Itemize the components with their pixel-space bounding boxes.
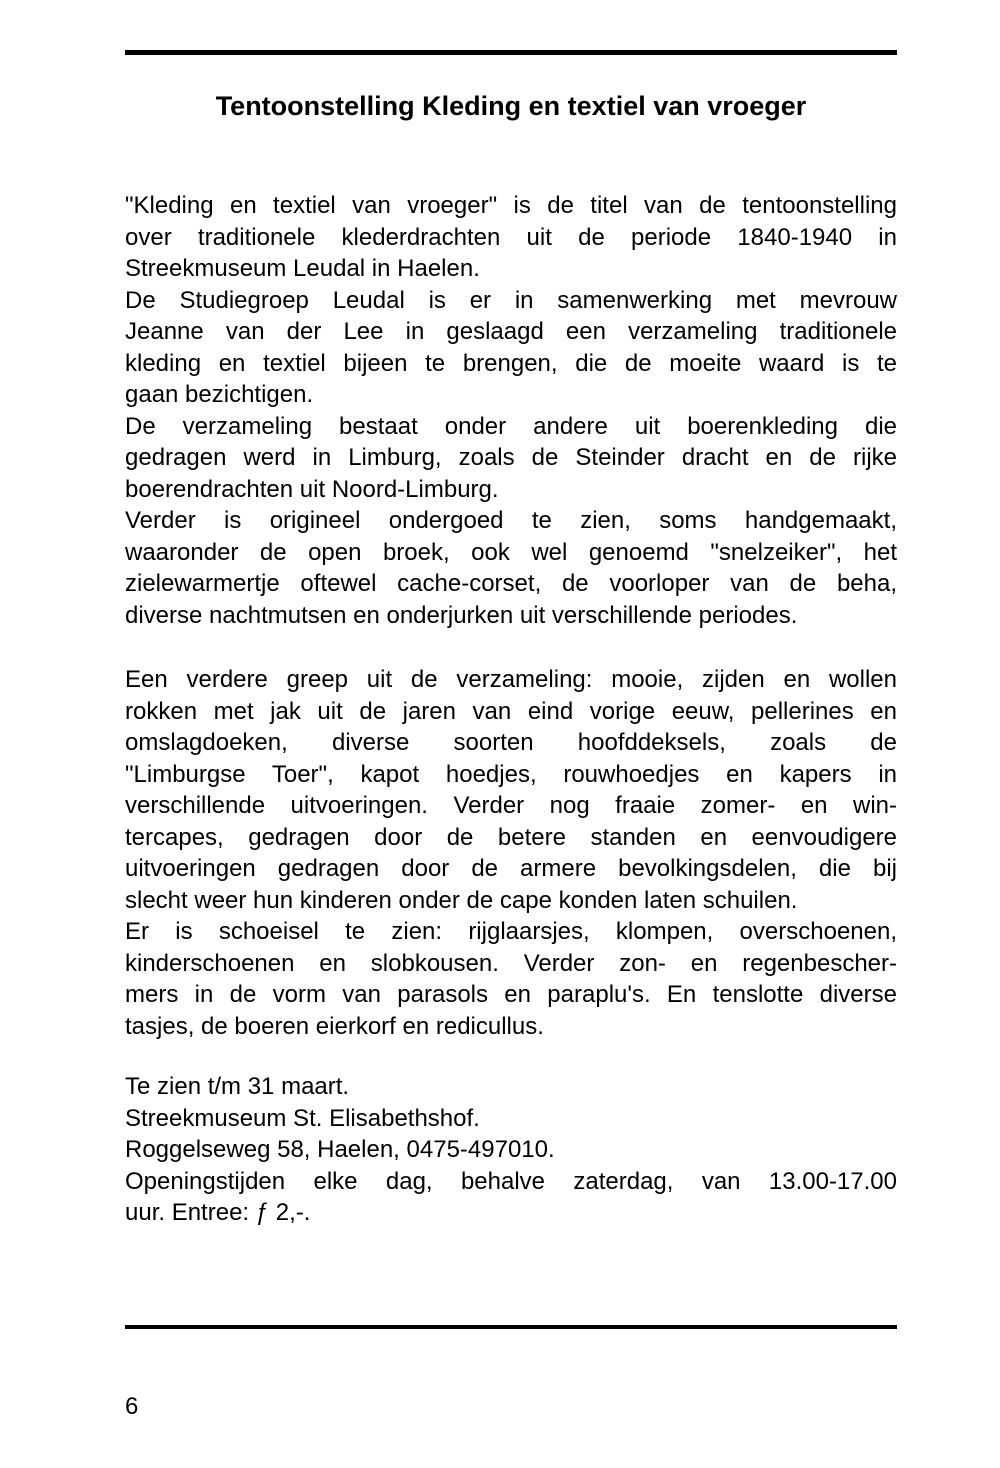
text-line: tasjes, de boeren eierkorf en redicullus. [125, 1012, 544, 1040]
paragraph-collection [125, 664, 897, 1042]
text-line: Streekmuseum St. Elisabethshof. [125, 1104, 480, 1132]
text-line: boerendrachten uit Noord-Limburg. [125, 475, 499, 503]
text-line: Roggelseweg 58, Haelen, 0475-497010. [125, 1136, 555, 1163]
text-line: waaronder de open broek, ook wel genoemd "snelzeiker", het [125, 538, 897, 566]
text-line: gaan bezichtigen. [125, 381, 314, 408]
text-line: verschillende uitvoeringen. Verder nog fraaie zomer- en win- [125, 792, 897, 819]
text-line: tercapes, gedragen door de betere standen en eenvoudigere [125, 823, 897, 851]
bottom-rule [125, 1325, 897, 1329]
text-line: Een verdere greep uit de verzameling: mooie, zijden en wollen [125, 666, 897, 693]
text-line: rokken met jak uit de jaren van eind vorige eeuw, pellerines en [125, 697, 897, 725]
page-number: 6 [125, 1393, 139, 1420]
article-title: Tentoonstelling Kleding en textiel van vroeger [215, 91, 807, 121]
text-line: uur. Entree: ƒ 2,-. [125, 1199, 311, 1226]
text-line: De Studiegroep Leudal is er in samenwerking met mevrouw [125, 286, 897, 314]
text-line: mers in de vorm van parasols en paraplu's. En tenslotte diverse [125, 981, 897, 1008]
text-line: slecht weer hun kinderen onder de cape konden laten schuilen. [125, 886, 798, 914]
paragraph-practical-info [125, 1071, 897, 1229]
text-line: kinderschoenen en slobkousen. Verder zon- en regenbescher- [125, 949, 897, 977]
text-line: omslagdoeken, diverse soorten hoofddeksels, zoals de [125, 729, 897, 756]
text-line: "Limburgse Toer", kapot hoedjes, rouwhoedjes en kapers in [125, 760, 897, 788]
paragraph-intro [125, 190, 897, 631]
text-line: Er is schoeisel te zien: rijglaarsjes, klompen, overschoenen, [125, 918, 897, 945]
text-line: uitvoeringen gedragen door de armere bevolkingsdelen, die bij [125, 855, 897, 882]
text-line: Verder is origineel ondergoed te zien, soms handgemaakt, [125, 507, 897, 534]
text-line: Openingstijden elke dag, behalve zaterdag, van 13.00-17.00 [125, 1167, 897, 1195]
text-line: Streekmuseum Leudal in Haelen. [125, 255, 480, 282]
text-line: zielewarmertje oftewel cache-corset, de voorloper van de beha, [125, 570, 897, 597]
text-line: diverse nachtmutsen en onderjurken uit verschillende periodes. [125, 601, 798, 629]
text-line: kleding en textiel bijeen te brengen, die de moeite waard is te [125, 349, 897, 377]
top-rule [125, 50, 897, 55]
text-line: Te zien t/m 31 maart. [125, 1073, 350, 1100]
text-line: "Kleding en textiel van vroeger" is de titel van de tentoonstelling [125, 192, 897, 219]
text-line: Jeanne van der Lee in geslaagd een verzameling traditionele [125, 318, 897, 345]
text-line: De verzameling bestaat onder andere uit boerenkleding die [125, 412, 897, 440]
text-line: gedragen werd in Limburg, zoals de Steinder dracht en de rijke [125, 444, 897, 471]
text-line: over traditionele klederdrachten uit de periode 1840-1940 in [125, 223, 897, 251]
